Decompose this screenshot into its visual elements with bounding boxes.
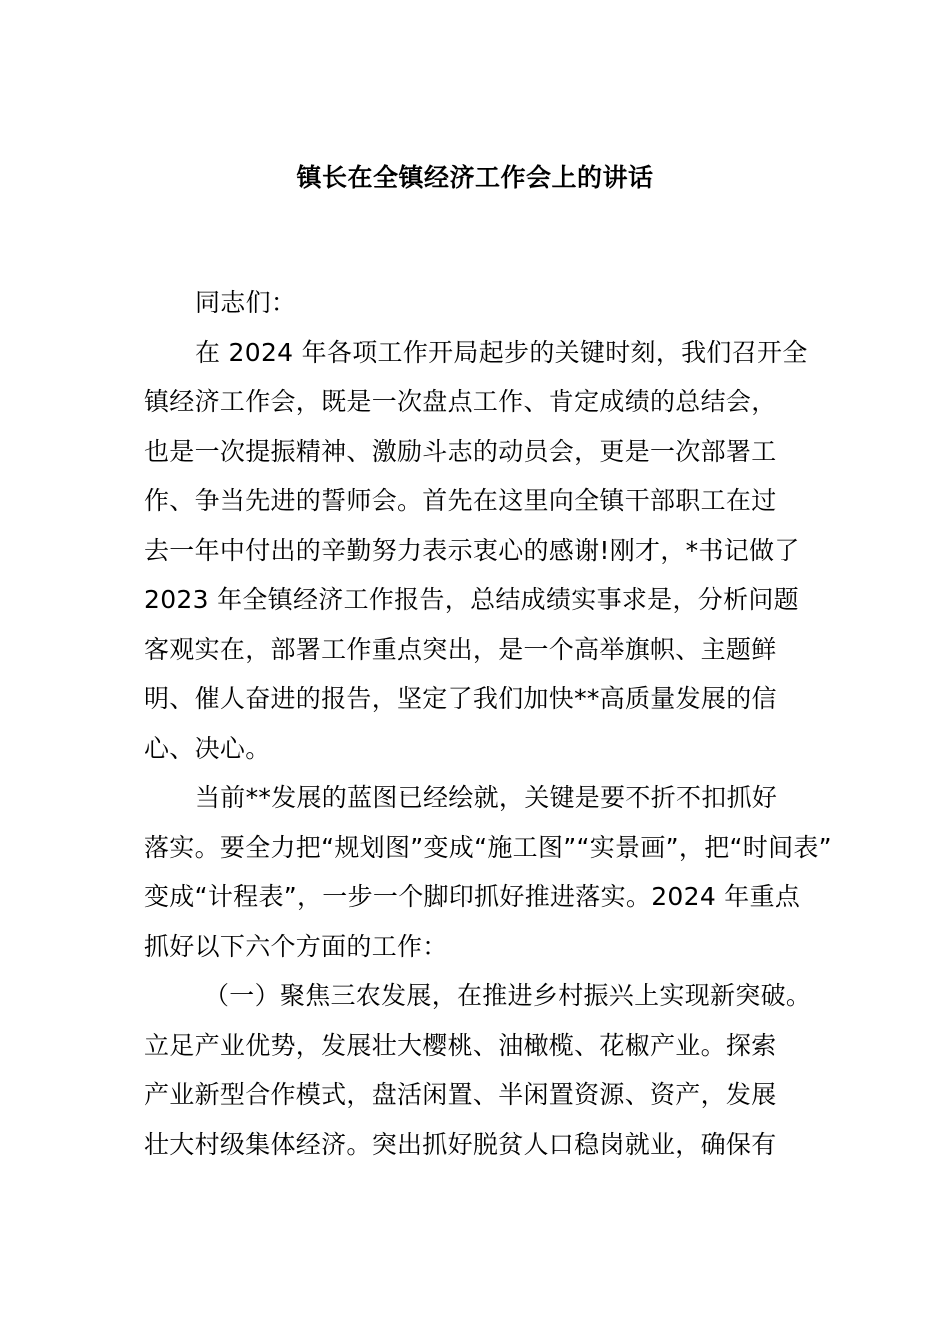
paragraph-line: 作、争当先进的誓师会。首先在这里向全镇干部职工在过 — [144, 486, 777, 515]
paragraph-line: 产业新型合作模式，盘活闲置、半闲置资源、资产，发展 — [144, 1080, 777, 1109]
paragraph-line: 立足产业优势，发展壮大樱桃、油橄榄、花椒产业。探索 — [144, 1030, 777, 1060]
paragraph-line: 去一年中付出的辛勤努力表示衷心的感谢!刚才，*书记做了 — [144, 535, 800, 565]
paragraph-line: 客观实在，部署工作重点突出，是一个高举旗帜、主题鲜 — [144, 634, 777, 664]
paragraph-line: 心、决心。 — [144, 733, 271, 763]
paragraph-line: 明、催人奋进的报告，坚定了我们加快**高质量发展的信 — [144, 684, 777, 713]
paragraph-line: 在 2024 年各项工作开局起步的关键时刻，我们召开全 — [195, 337, 808, 367]
document-body — [144, 278, 832, 1169]
paragraph-line: 2023 年全镇经济工作报告，总结成绩实事求是，分析问题 — [144, 585, 799, 614]
paragraph-line: 也是一次提振精神、激励斗志的动员会，更是一次部署工 — [144, 436, 777, 466]
paragraph-line: 镇经济工作会，既是一次盘点工作、肯定成绩的总结会， — [144, 387, 777, 416]
document-title: 镇长在全镇经济工作会上的讲话 — [296, 163, 654, 192]
paragraph-line: 当前**发展的蓝图已经绘就，关键是要不折不扣抓好 — [195, 783, 778, 812]
paragraph-line: 变成“计程表”，一步一个脚印抓好推进落实。2024 年重点 — [144, 882, 801, 911]
paragraph-line: 落实。要全力把“规划图”变成“施工图”“实景画”，把“时间表” — [144, 832, 832, 862]
paragraph-line: 抓好以下六个方面的工作： — [144, 931, 448, 961]
section-heading: （一）聚焦三农发展，在推进乡村振兴上实现新突破。 — [204, 981, 812, 1010]
salutation: 同志们： — [195, 288, 297, 317]
paragraph-line: 壮大村级集体经济。突出抓好脱贫人口稳岗就业，确保有 — [144, 1129, 777, 1159]
